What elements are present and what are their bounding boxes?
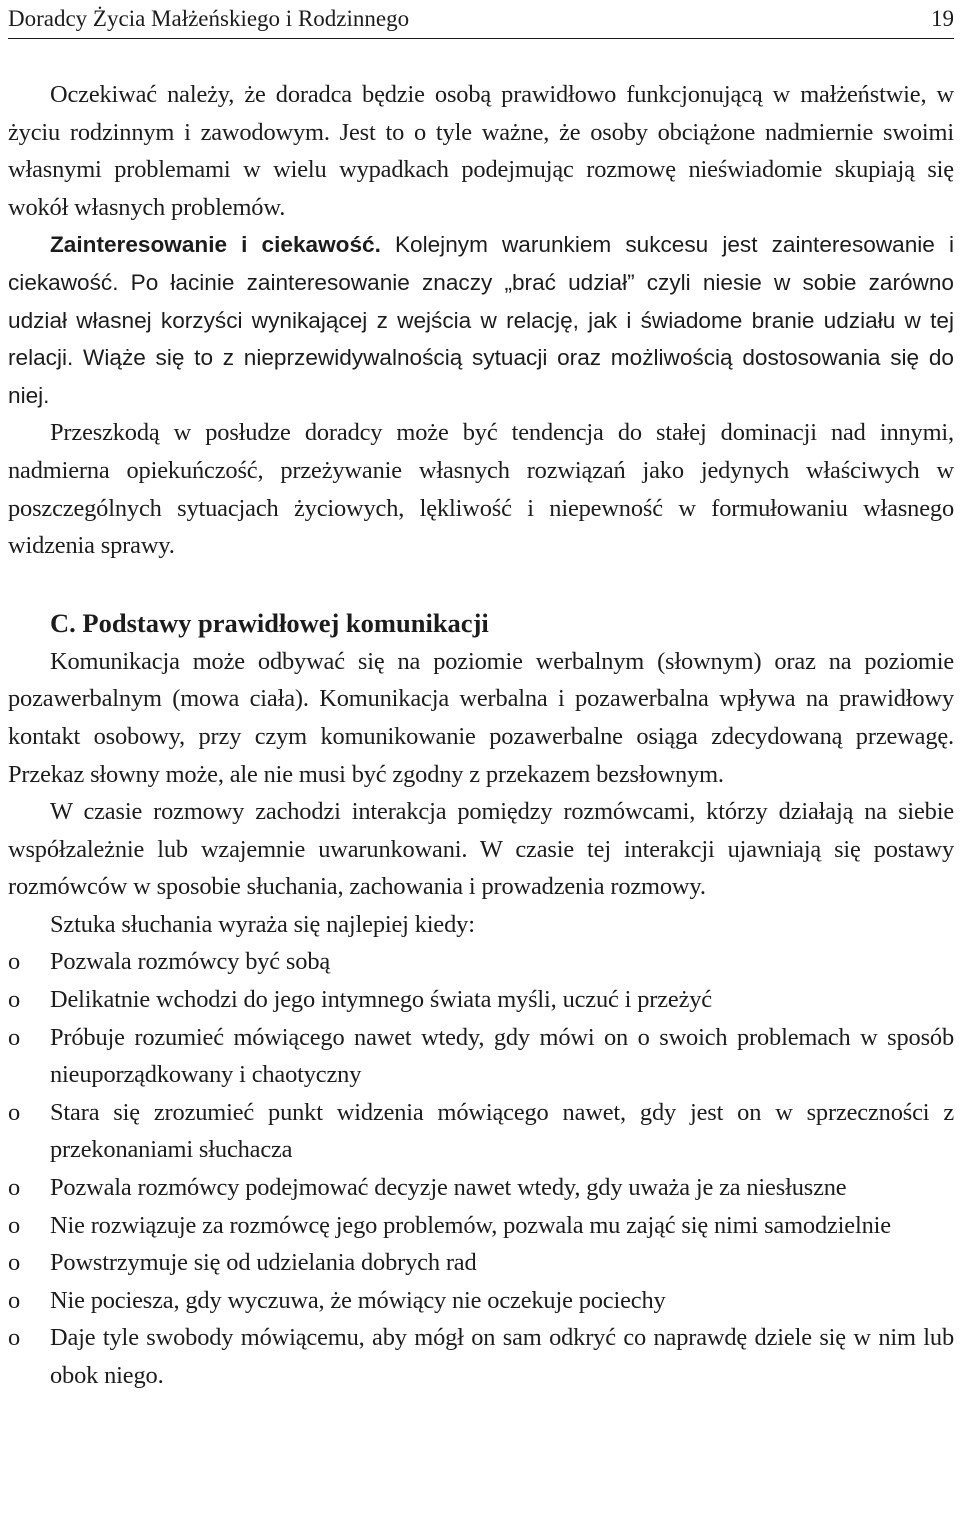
list-item-text: Próbuje rozumieć mówiącego nawet wtedy, gdy mówi on o swoich problemach w sposób nieuporządkowany i chaotyczny — [50, 1023, 954, 1089]
bullet-marker: o — [8, 1211, 21, 1239]
list-item — [8, 1319, 954, 1394]
list-item — [8, 1207, 954, 1245]
list-item — [8, 1244, 954, 1282]
bullet-marker: o — [8, 1098, 21, 1126]
list-item — [8, 981, 954, 1019]
list-item — [8, 1282, 954, 1320]
list-item — [8, 1169, 954, 1207]
list-intro: Sztuka słuchania wyraża się najlepiej kiedy: — [50, 910, 475, 938]
list-item-text: Pozwala rozmówcy być sobą — [50, 948, 331, 976]
paragraph-obstacles: Przeszkodą w posłudze doradcy może być tendencja do stałej dominacji nad innymi, nadmierna opiekuńczość, przeżywanie własnych rozwiązań jako jedynych właściwych w poszczególnych sytuacjach życiowych, lękliwość i niepewność w formułowaniu własnego widzenia sprawy. — [8, 419, 954, 560]
list-item — [8, 1094, 954, 1169]
running-title: Doradcy Życia Małżeńskiego i Rodzinnego — [8, 6, 410, 31]
bullet-marker: o — [8, 1174, 21, 1202]
list-item — [8, 943, 954, 981]
section-heading-c: C. Podstawy prawidłowej komunikacji — [50, 607, 489, 638]
listening-bullet-list — [8, 943, 954, 1394]
paragraph-interest-curiosity — [8, 226, 954, 414]
list-item-text: Delikatnie wchodzi do jego intymnego świata myśli, uczuć i przeżyć — [50, 986, 712, 1014]
list-item-text: Powstrzymuje się od udzielania dobrych rad — [50, 1249, 477, 1277]
bullet-marker: o — [8, 1324, 21, 1352]
interest-curiosity-text: Kolejnym warunkiem sukcesu jest zainteresowanie i ciekawość. Po łacinie zainteresowanie znaczy „brać udział” czyli niesie w sobie zarówno udział własnej korzyści wynikającej z wejścia w relację, jak i świadome branie udziału w tej relacji. Wiąże się to z nieprzewidywalnością sytuacji oraz możliwością dostosowania się do niej. — [8, 232, 954, 408]
list-item-text: Daje tyle swobody mówiącemu, aby mógł on sam odkryć co naprawdę dziele się w nim lub obok niego. — [50, 1324, 954, 1389]
bullet-marker: o — [8, 1023, 21, 1051]
list-item-text: Nie pociesza, gdy wyczuwa, że mówiący nie oczekuje pociechy — [50, 1286, 666, 1314]
interest-curiosity-lead: Zainteresowanie i ciekawość. — [50, 232, 381, 258]
list-item-text: Nie rozwiązuje za rozmówcę jego problemów, pozwala mu zająć się nimi samodzielnie — [50, 1211, 891, 1239]
page-number: 19 — [931, 6, 954, 31]
list-item-text: Stara się zrozumieć punkt widzenia mówiącego nawet, gdy jest on w sprzeczności z przekonaniami słuchacza — [50, 1098, 954, 1164]
bullet-marker: o — [8, 1249, 21, 1277]
body-text — [8, 76, 954, 1395]
running-header — [8, 4, 954, 39]
list-item — [8, 1019, 954, 1094]
bullet-marker: o — [8, 1286, 21, 1314]
list-item-text: Pozwala rozmówcy podejmować decyzje nawet wtedy, gdy uważa je za niesłuszne — [50, 1174, 847, 1202]
paragraph-interaction: W czasie rozmowy zachodzi interakcja pomiędzy rozmówcami, którzy działają na siebie współzależnie lub wzajemnie uwarunkowani. W czasie tej interakcji ujawniają się postawy rozmówców w sposobie słuchania, zachowania i prowadzenia rozmowy. — [8, 798, 954, 901]
paragraph-communication-levels: Komunikacja może odbywać się na poziomie werbalnym (słownym) oraz na poziomie pozawerbalnym (mowa ciała). Komunikacja werbalna i pozawerbalna wpływa na prawidłowy kontakt osobowy, przy czym komunikowanie pozawerbalne osiąga zdecydowaną przewagę. Przekaz słowny może, ale nie musi być zgodny z przekazem bezsłownym. — [8, 647, 954, 788]
bullet-marker: o — [8, 948, 21, 976]
bullet-marker: o — [8, 986, 21, 1014]
paragraph-counselor-functioning: Oczekiwać należy, że doradca będzie osobą prawidłowo funkcjonującą w małżeństwie, w życiu rodzinnym i zawodowym. Jest to o tyle ważne, że osoby obciążone nadmiernie swoimi własnymi problemami w wielu wypadkach podejmując rozmowę nieświadomie skupiają się wokół własnych problemów. — [8, 81, 954, 221]
